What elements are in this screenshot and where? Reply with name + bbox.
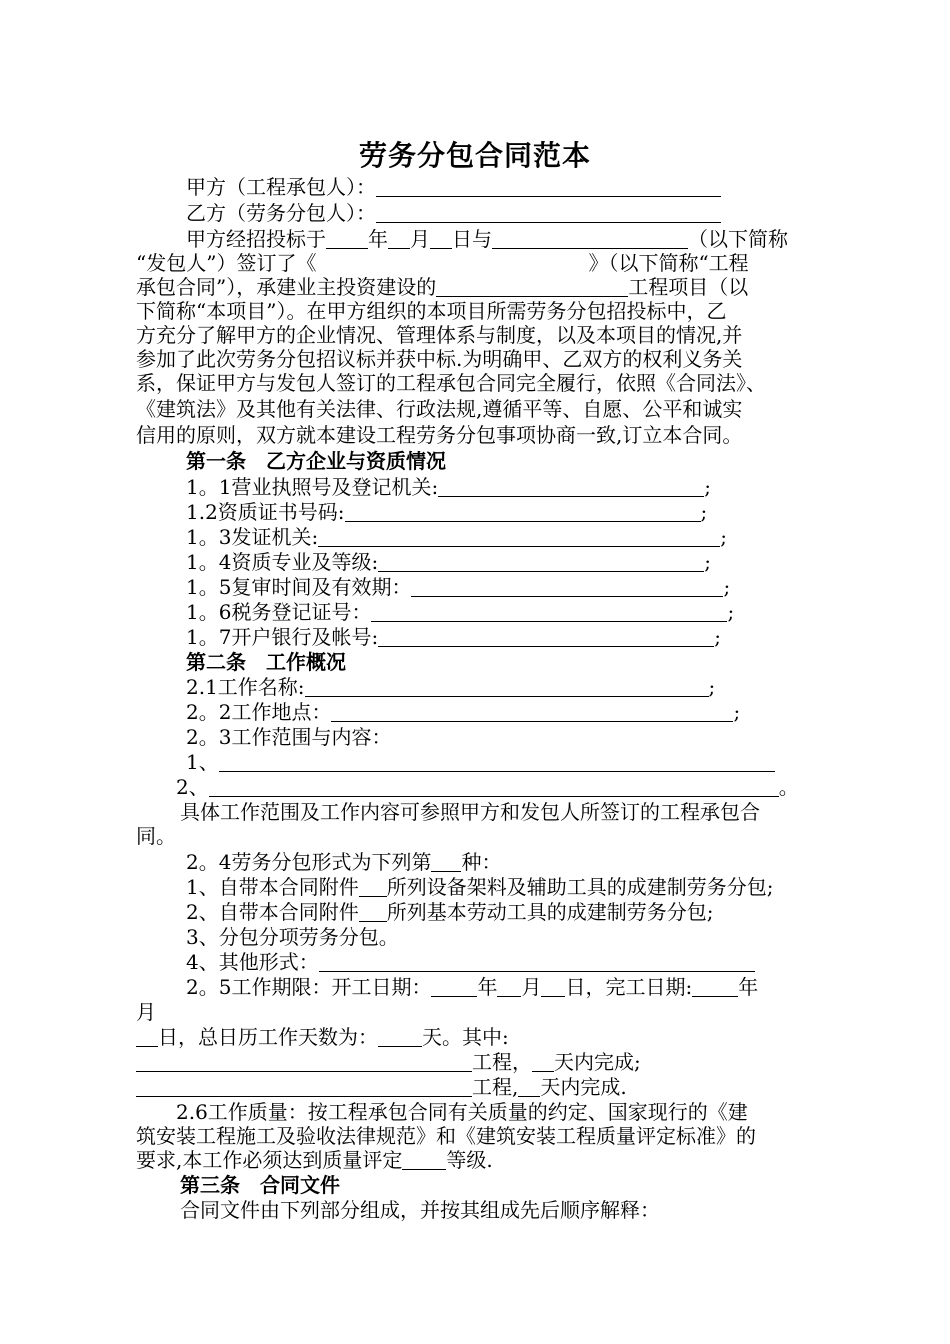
art2-item-3: 2。3工作范围与内容： — [186, 725, 392, 749]
art1-item-4: 1。4资质专业及等级: ; — [186, 550, 711, 574]
article-3-text: 合同文件由下列部分组成，并按其组成先后顺序解释： — [180, 1198, 660, 1222]
intro-line-5: 方充分了解甲方的企业情况、管理体系与制度，以及本项目的情况,并 — [136, 323, 743, 347]
intro-line-6: 参加了此次劳务分包招议标并获中标.为明确甲、乙双方的权利义务关 — [136, 347, 743, 371]
form-option-2: 2、自带本合同附件 所列基本劳动工具的成建制劳务分包; — [186, 900, 714, 924]
art1-item-2: 1.2资质证书号码: ; — [186, 500, 708, 524]
party-a-blank — [376, 176, 721, 197]
art2-item-5-cont-1: 月 — [136, 1000, 156, 1024]
form-option-3: 3、分包分项劳务分包。 — [186, 925, 399, 949]
period-line-1: 工程， 天内完成; — [136, 1050, 641, 1074]
intro-line-9: 信用的原则，双方就本建设工程劳务分包事项协商一致,订立本合同。 — [136, 423, 743, 447]
intro-line-2: “发包人”）签订了《 》（以下简称“工程 — [136, 251, 749, 275]
article-3-heading: 第三条 合同文件 — [180, 1173, 340, 1197]
quality-line-2: 筑安装工程施工及验收法律规范》和《建筑安装工程质量评定标准》的 — [136, 1124, 756, 1148]
intro-line-7: 系，保证甲方与发包人签订的工程承包合同完全履行，依照《合同法》、 — [136, 371, 766, 395]
form-option-1: 1、自带本合同附件 所列设备架料及辅助工具的成建制劳务分包; — [186, 875, 774, 899]
party-b-blank — [376, 202, 721, 223]
art2-item-1: 2.1工作名称: ; — [186, 675, 716, 699]
art1-item-3: 1。3发证机关: ; — [186, 525, 727, 549]
art1-item-7: 1。7开户银行及帐号: ; — [186, 625, 721, 649]
party-b-label: 乙方（劳务分包人）： — [186, 201, 376, 225]
article-1-heading: 第一条 乙方企业与资质情况 — [186, 449, 446, 473]
art2-item-4: 2。4劳务分包形式为下列第 种： — [186, 850, 502, 874]
scope-note-2: 同。 — [136, 824, 176, 848]
intro-line-1: 甲方经招投标于 年 月 日与 （以下简称 — [186, 227, 788, 251]
scope-line-2: 2、 。 — [176, 775, 799, 799]
intro-line-3: 承包合同”），承建业主投资建设的 工程项目（以 — [136, 275, 749, 299]
art2-item-5: 2。5工作期限：开工日期： 年 月 日，完工日期: 年 — [186, 975, 759, 999]
scope-note-1: 具体工作范围及工作内容可参照甲方和发包人所签订的工程承包合 — [180, 800, 760, 824]
quality-line-1: 2.6工作质量：按工程承包合同有关质量的约定、国家现行的《建 — [176, 1100, 748, 1124]
art1-item-5: 1。5复审时间及有效期： ; — [186, 575, 731, 599]
party-a-line — [186, 175, 721, 199]
party-b-line — [186, 201, 721, 225]
art1-item-1: 1。1营业执照号及登记机关: ; — [186, 475, 711, 499]
form-option-4: 4、其他形式： — [186, 950, 755, 974]
page-title: 劳务分包合同范本 — [358, 139, 591, 172]
art2-item-5-cont-2: 日，总日历工作天数为： 天。其中: — [136, 1025, 509, 1049]
intro-line-8: 《建筑法》及其他有关法律、行政法规,遵循平等、自愿、公平和诚实 — [136, 397, 743, 421]
party-a-label: 甲方（工程承包人）： — [186, 175, 376, 199]
art1-item-6: 1。6税务登记证号： ; — [186, 600, 735, 624]
period-line-2: 工程, 天内完成. — [136, 1075, 627, 1099]
scope-line-1: 1、 — [186, 750, 775, 774]
quality-line-3: 要求,本工作必须达到质量评定 等级. — [136, 1148, 493, 1172]
art2-item-2: 2。2工作地点： ; — [186, 700, 741, 724]
intro-line-4: 下简称“本项目”）。在甲方组织的本项目所需劳务分包招投标中，乙 — [136, 299, 727, 323]
article-2-heading: 第二条 工作概况 — [186, 650, 346, 674]
